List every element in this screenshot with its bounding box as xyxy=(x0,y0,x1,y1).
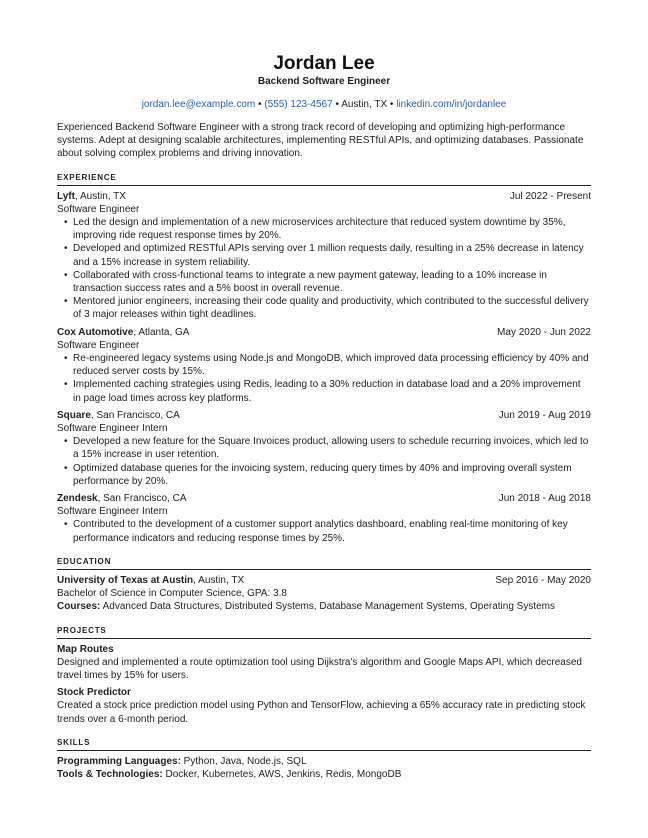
job-bullets xyxy=(57,352,591,405)
bullet-text: Developed a new feature for the Square Invoices product, allowing users to schedule recurring invoices, which led to a 15% increase in user retention. xyxy=(73,436,589,461)
bullet-dot: • xyxy=(64,519,68,531)
company-location: , San Francisco, CA xyxy=(90,409,180,421)
bullet-item xyxy=(57,462,591,488)
job-bullets xyxy=(57,518,591,544)
experience-section xyxy=(57,190,591,545)
bullet-item xyxy=(57,295,591,321)
bullet-text: Led the design and implementation of a new microservices architecture that reduced system downtime by 35%, improving ride request response times by 20%. xyxy=(73,217,566,242)
contact-line xyxy=(57,98,591,111)
bullet-text: Optimized database queries for the invoicing system, reducing query times by 40% and improving overall system performance by 20%. xyxy=(73,462,572,487)
school-location: , Austin, TX xyxy=(193,574,245,586)
bullet-dot: • xyxy=(64,269,68,281)
job-dates: May 2020 - Jun 2022 xyxy=(497,326,591,338)
resume-header xyxy=(57,0,591,111)
bullet-dot: • xyxy=(64,462,68,474)
bullet-text: Contributed to the development of a customer support analytics dashboard, enabling real-time monitoring of key performance indicators and reducing response times by 25%. xyxy=(73,519,568,544)
bullet-text: Collaborated with cross-functional teams to integrate a new payment gateway, leading to a 10% increase in transaction success rates and a 5% boost in overall revenue. xyxy=(73,269,547,295)
job-role: Software Engineer Intern xyxy=(57,423,168,435)
courses-list: Advanced Data Structures, Distributed Systems, Database Management Systems, Operating Systems xyxy=(100,601,556,613)
skills-label: Tools & Technologies: xyxy=(57,768,163,780)
degree-text: Bachelor of Science in Computer Science, GPA: 3.8 xyxy=(57,588,287,600)
job-employer xyxy=(57,492,187,505)
job-entry xyxy=(57,492,591,545)
project-description: Designed and implemented a route optimization tool using Dijkstra's algorithm and Google Maps API, which decreased travel times by 15% for users. xyxy=(57,656,582,681)
skills-line xyxy=(57,768,591,781)
candidate-headline: Backend Software Engineer xyxy=(257,76,391,87)
education-section xyxy=(57,574,591,614)
bullet-item xyxy=(57,435,591,461)
courses-line xyxy=(57,600,591,613)
linkedin-link[interactable]: linkedin.com/in/jordanlee xyxy=(396,99,507,110)
job-entry xyxy=(57,190,591,322)
job-bullets xyxy=(57,216,591,322)
skills-value: Docker, Kubernetes, AWS, Jenkins, Redis, MongoDB xyxy=(162,768,402,780)
job-header xyxy=(57,190,591,203)
job-employer xyxy=(57,326,189,339)
job-dates: Jul 2022 - Present xyxy=(509,190,591,202)
job-entry xyxy=(57,326,591,405)
bullet-dot: • xyxy=(64,436,68,448)
bullet-text: Implemented caching strategies using Redis, leading to a 30% reduction in database load and a 20% improvement in page load times across key platforms. xyxy=(73,379,581,404)
bullet-dot: • xyxy=(64,217,68,229)
bullet-item xyxy=(57,518,591,544)
job-employer xyxy=(57,409,180,422)
email-link[interactable]: jordan.lee@example.com xyxy=(141,99,256,110)
experience-heading: EXPERIENCE xyxy=(57,173,591,186)
projects-section xyxy=(57,643,591,726)
job-entry xyxy=(57,409,591,488)
company-name: Square xyxy=(57,409,91,421)
bullet-item xyxy=(57,352,591,378)
company-name: Cox Automotive xyxy=(57,326,134,338)
skills-section xyxy=(57,755,591,781)
bullet-dot: • xyxy=(64,243,68,255)
contact-separator: • xyxy=(387,99,397,110)
job-role: Software Engineer Intern xyxy=(57,506,168,518)
education-school xyxy=(57,574,244,587)
education-heading: EDUCATION xyxy=(57,557,591,570)
project-name: Stock Predictor xyxy=(57,687,131,699)
contact-separator: • xyxy=(255,99,265,110)
job-header xyxy=(57,409,591,422)
job-role: Software Engineer xyxy=(57,339,140,351)
job-dates: Jun 2019 - Aug 2019 xyxy=(498,409,591,421)
bullet-item xyxy=(57,378,591,404)
bullet-dot: • xyxy=(64,296,68,308)
skills-line xyxy=(57,755,591,768)
school-name: University of Texas at Austin xyxy=(57,574,194,586)
skills-label: Programming Languages: xyxy=(57,755,181,767)
job-bullets xyxy=(57,435,591,488)
education-dates: Sep 2016 - May 2020 xyxy=(495,574,591,586)
bullet-text: Developed and optimized RESTful APIs serving over 1 million requests daily, resulting in a 25% decrease in latency and a 15% increase in system reliability. xyxy=(73,243,584,268)
bullet-text: Mentored junior engineers, increasing their code quality and productivity, which contributed to the successful delivery of 3 major releases within tight deadlines. xyxy=(73,296,589,321)
bullet-item xyxy=(57,216,591,242)
project-name: Map Routes xyxy=(57,643,114,655)
job-header xyxy=(57,492,591,505)
skills-heading: SKILLS xyxy=(57,738,591,751)
company-location: , Atlanta, GA xyxy=(133,326,190,338)
job-dates: Jun 2018 - Aug 2018 xyxy=(498,493,591,505)
projects-heading: PROJECTS xyxy=(57,626,591,639)
phone-link[interactable]: (555) 123-4567 xyxy=(264,99,333,110)
company-location: , San Francisco, CA xyxy=(97,493,187,505)
job-header xyxy=(57,326,591,339)
company-name: Lyft xyxy=(57,190,75,202)
bullet-dot: • xyxy=(64,379,68,391)
contact-separator: • xyxy=(332,99,342,110)
company-name: Zendesk xyxy=(57,493,98,505)
company-location: , Austin, TX xyxy=(74,190,126,202)
courses-label: Courses: xyxy=(57,601,101,613)
bullet-item xyxy=(57,242,591,268)
candidate-name: Jordan Lee xyxy=(273,53,375,74)
bullet-text: Re-engineered legacy systems using Node.js and MongoDB, which improved data processing efficiency by 40% and reduced server costs by 15%. xyxy=(73,353,589,378)
skills-value: Python, Java, Node.js, SQL xyxy=(180,755,307,767)
summary-paragraph: Experienced Backend Software Engineer with a strong track record of developing and optimizing high-performance systems. Adept at designing scalable architectures, implementing RESTful APIs, and optimizing databases. Passionate about solving complex problems and driving innovation. xyxy=(57,122,584,160)
location-text: Austin, TX xyxy=(341,99,388,110)
bullet-dot: • xyxy=(64,353,68,365)
education-header xyxy=(57,574,591,587)
job-role: Software Engineer xyxy=(57,203,140,215)
project-description: Created a stock price prediction model using Python and TensorFlow, achieving a 65% accuracy rate in predicting stock trends over a 6-month period. xyxy=(57,700,586,725)
bullet-item xyxy=(57,269,591,295)
job-employer xyxy=(57,190,126,203)
